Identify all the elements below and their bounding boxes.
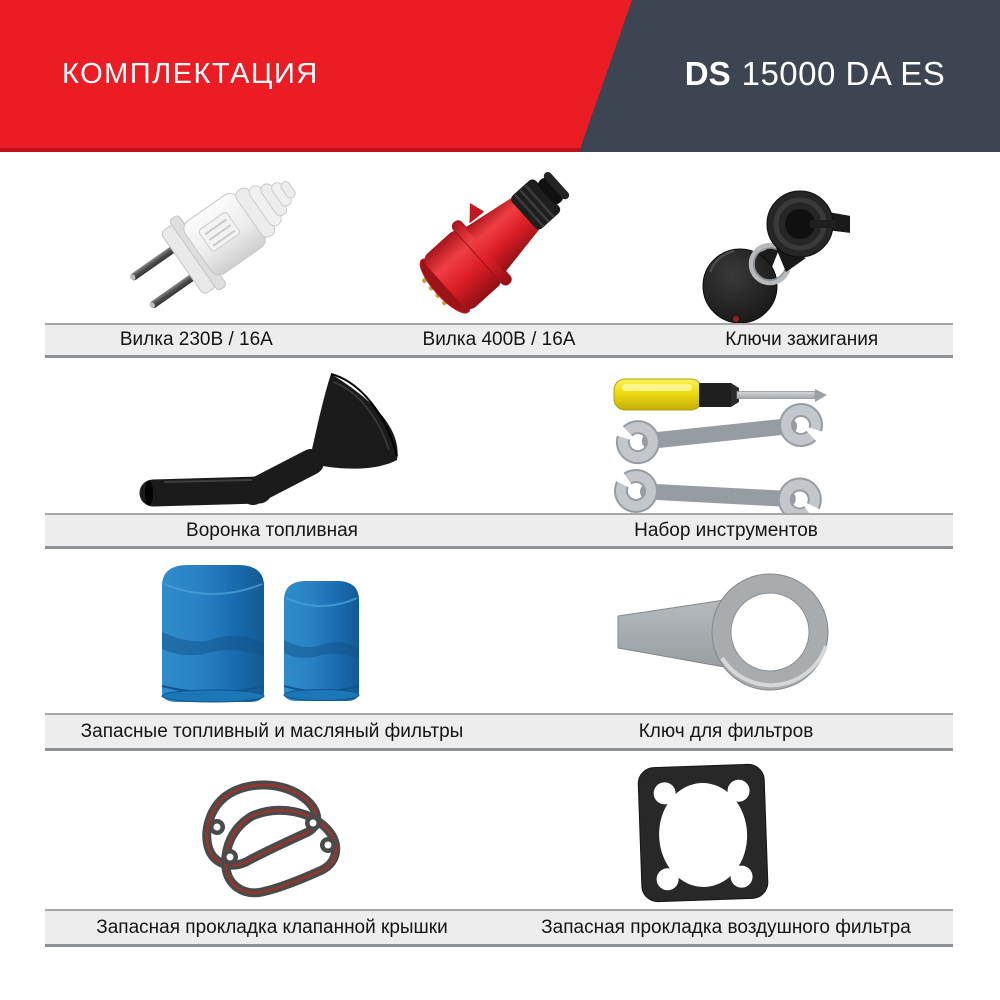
valve-cover-gasket-image [188,772,363,908]
plug-400v-image [395,162,580,322]
item-caption: Ключи зажигания [725,329,879,350]
filter-wrench-image [610,554,842,704]
tool-set-image [606,366,830,516]
caption-band-row2 [45,513,953,549]
item-caption: Запасная прокладка клапанной крышки [96,916,448,938]
spare-filters-image [152,560,367,708]
model-name [640,0,990,148]
item-caption: Ключ для фильтров [638,720,814,742]
air-filter-gasket-image [626,756,780,908]
item-caption: Вилка 400В / 16А [422,329,576,350]
item-caption: Запасная прокладка воздушного фильтра [541,916,911,938]
model-series: DS [684,55,731,92]
item-caption: Вилка 230В / 16А [119,329,273,350]
item-caption: Набор инструментов [634,519,818,541]
item-caption: Воронка топливная [186,519,358,541]
caption-band-row1 [45,323,953,358]
page-title: КОМПЛЕКТАЦИЯ [62,57,319,90]
caption-band-row4 [45,909,953,947]
caption-band-row3 [45,713,953,751]
plug-230v-image [90,166,305,322]
model-number: 15000 DA ES [741,55,946,92]
item-caption: Запасные топливный и масляный фильтры [80,720,464,742]
header-banner [0,0,1000,152]
ignition-keys-image [690,176,850,324]
fuel-funnel-image [135,368,407,512]
